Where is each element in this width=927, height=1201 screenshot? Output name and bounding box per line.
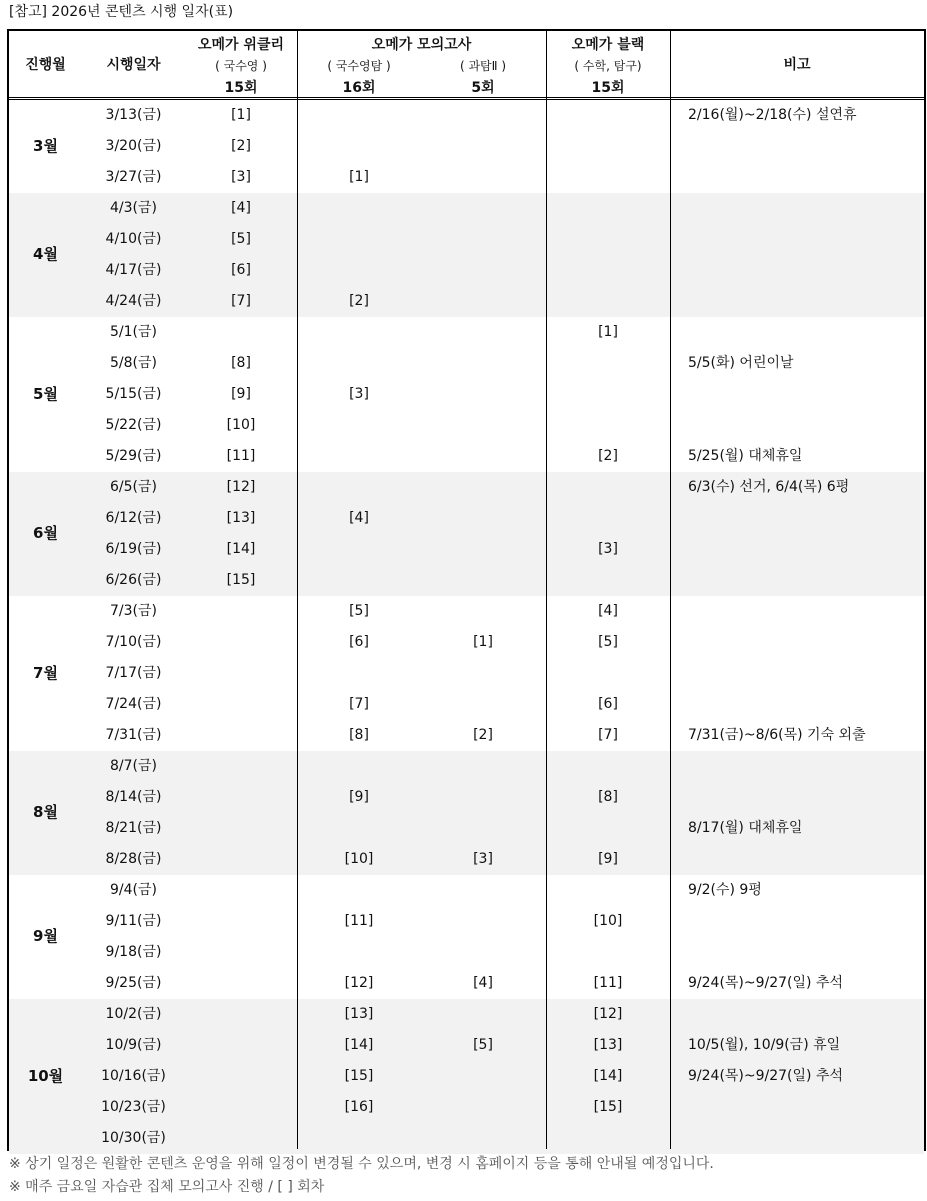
note-cell bbox=[688, 286, 922, 317]
black-cell: [7] bbox=[598, 727, 618, 743]
black-cell: [12] bbox=[593, 1006, 623, 1022]
header-black-count: 15회 bbox=[591, 80, 625, 96]
black-cell: [8] bbox=[598, 789, 618, 805]
mock-cell: [16] bbox=[344, 1099, 374, 1115]
date-cell: 10/16(금) bbox=[101, 1068, 166, 1084]
mock2-cell bbox=[421, 410, 545, 441]
black-cell: [2] bbox=[598, 448, 618, 464]
weekly-cell bbox=[185, 1123, 297, 1154]
weekly-cell: [13] bbox=[226, 510, 256, 526]
mock2-cell bbox=[421, 999, 545, 1030]
weekly-cell bbox=[185, 906, 297, 937]
note-cell: 9/24(목)~9/27(일) 추석 bbox=[688, 975, 844, 991]
mock2-cell bbox=[421, 937, 545, 968]
schedule-table bbox=[7, 29, 926, 1151]
black-cell bbox=[546, 937, 670, 968]
note-cell bbox=[688, 751, 922, 782]
mock2-cell: [3] bbox=[473, 851, 493, 867]
mock2-cell bbox=[421, 193, 545, 224]
weekly-cell: [15] bbox=[226, 572, 256, 588]
date-cell: 3/20(금) bbox=[105, 138, 162, 154]
weekly-cell bbox=[185, 596, 297, 627]
date-cell: 7/10(금) bbox=[105, 634, 162, 650]
header-black: 오메가 블랙 bbox=[571, 37, 645, 53]
note-cell bbox=[688, 658, 922, 689]
weekly-cell: [4] bbox=[231, 200, 251, 216]
weekly-cell: [8] bbox=[231, 355, 251, 371]
weekly-cell bbox=[185, 813, 297, 844]
weekly-cell: [5] bbox=[231, 231, 251, 247]
mock2-cell bbox=[421, 317, 545, 348]
black-cell: [13] bbox=[593, 1037, 623, 1053]
month-group bbox=[9, 472, 924, 596]
mock-cell bbox=[297, 131, 421, 162]
mock2-cell bbox=[421, 813, 545, 844]
mock-cell bbox=[297, 565, 421, 596]
note-cell: 6/3(수) 선거, 6/4(목) 6평 bbox=[688, 479, 850, 495]
mock-cell: [7] bbox=[349, 696, 369, 712]
date-cell: 5/29(금) bbox=[105, 448, 162, 464]
date-cell: 6/26(금) bbox=[105, 572, 162, 588]
weekly-cell: [3] bbox=[231, 169, 251, 185]
date-cell: 7/17(금) bbox=[105, 665, 162, 681]
black-cell bbox=[546, 813, 670, 844]
header-mock: 오메가 모의고사 bbox=[371, 37, 472, 53]
mock-cell: [1] bbox=[349, 169, 369, 185]
divider-black bbox=[546, 31, 547, 1149]
weekly-cell bbox=[185, 317, 297, 348]
weekly-cell bbox=[185, 875, 297, 906]
mock-cell bbox=[297, 875, 421, 906]
table-header bbox=[9, 31, 924, 100]
weekly-cell: [11] bbox=[226, 448, 256, 464]
black-cell bbox=[546, 503, 670, 534]
date-cell: 7/3(금) bbox=[110, 603, 157, 619]
date-cell: 5/22(금) bbox=[105, 417, 162, 433]
mock-cell bbox=[297, 317, 421, 348]
note-cell bbox=[688, 224, 922, 255]
black-cell bbox=[546, 658, 670, 689]
mock-cell bbox=[297, 1123, 421, 1154]
month-label: 4월 bbox=[33, 245, 58, 263]
mock-cell: [13] bbox=[344, 1006, 374, 1022]
note-cell bbox=[688, 844, 922, 875]
black-cell: [14] bbox=[593, 1068, 623, 1084]
month-label: 3월 bbox=[33, 136, 58, 155]
footnote-2: ※ 매주 금요일 자습관 집체 모의고사 진행 / [ ] 회차 bbox=[9, 1179, 325, 1195]
date-cell: 10/9(금) bbox=[105, 1037, 162, 1053]
note-cell: 8/17(월) 대체휴일 bbox=[688, 820, 803, 836]
month-label: 8월 bbox=[33, 803, 58, 821]
mock2-cell bbox=[421, 503, 545, 534]
black-cell: [3] bbox=[598, 541, 618, 557]
mock2-cell bbox=[421, 441, 545, 472]
date-cell: 6/12(금) bbox=[105, 510, 162, 526]
black-cell bbox=[546, 131, 670, 162]
weekly-cell bbox=[185, 1092, 297, 1123]
black-cell: [10] bbox=[593, 913, 623, 929]
date-cell: 3/27(금) bbox=[105, 169, 162, 185]
mock-cell bbox=[297, 534, 421, 565]
black-cell bbox=[546, 193, 670, 224]
date-cell: 8/21(금) bbox=[105, 820, 162, 836]
mock-cell: [6] bbox=[349, 634, 369, 650]
note-cell: 5/25(월) 대체휴일 bbox=[688, 448, 803, 464]
mock2-cell bbox=[421, 751, 545, 782]
mock2-cell bbox=[421, 379, 545, 410]
mock2-cell bbox=[421, 782, 545, 813]
date-cell: 10/23(금) bbox=[101, 1099, 166, 1115]
month-group bbox=[9, 875, 924, 999]
month-group bbox=[9, 317, 924, 472]
note-cell bbox=[688, 255, 922, 286]
header-mock-count-b: 5회 bbox=[471, 80, 495, 96]
note-cell: 9/24(목)~9/27(일) 추석 bbox=[688, 1068, 844, 1084]
black-cell bbox=[546, 100, 670, 131]
mock-cell: [14] bbox=[344, 1037, 374, 1053]
mock2-cell bbox=[421, 286, 545, 317]
black-cell bbox=[546, 286, 670, 317]
weekly-cell bbox=[185, 844, 297, 875]
header-month: 진행월 bbox=[25, 57, 66, 73]
mock2-cell bbox=[421, 596, 545, 627]
weekly-cell: [6] bbox=[231, 262, 251, 278]
note-cell bbox=[688, 1123, 922, 1154]
mock-cell: [8] bbox=[349, 727, 369, 743]
mock-cell: [15] bbox=[344, 1068, 374, 1084]
mock2-cell bbox=[421, 224, 545, 255]
note-cell bbox=[688, 1092, 922, 1123]
mock-cell bbox=[297, 813, 421, 844]
month-group bbox=[9, 596, 924, 751]
mock2-cell bbox=[421, 472, 545, 503]
header-weekly-sub: ( 국수영 ) bbox=[215, 59, 267, 73]
weekly-cell bbox=[185, 751, 297, 782]
weekly-cell: [10] bbox=[226, 417, 256, 433]
black-cell: [9] bbox=[598, 851, 618, 867]
header-mock-count-a: 16회 bbox=[342, 80, 376, 96]
note-cell bbox=[688, 565, 922, 596]
note-cell bbox=[688, 782, 922, 813]
footnote-1: ※ 상기 일정은 원활한 콘텐츠 운영을 위해 일정이 변경될 수 있으며, 변경 시 홈페이지 등을 통해 안내될 예정입니다. bbox=[9, 1156, 714, 1172]
divider-mock bbox=[297, 31, 298, 1149]
weekly-cell bbox=[185, 937, 297, 968]
header-weekly-count: 15회 bbox=[224, 80, 258, 96]
date-cell: 3/13(금) bbox=[105, 107, 162, 123]
date-cell: 9/11(금) bbox=[105, 913, 162, 929]
header-date: 시행일자 bbox=[106, 57, 161, 73]
black-cell: [6] bbox=[598, 696, 618, 712]
note-cell bbox=[688, 534, 922, 565]
note-cell bbox=[688, 906, 922, 937]
date-cell: 6/5(금) bbox=[110, 479, 157, 495]
note-cell bbox=[688, 317, 922, 348]
black-cell bbox=[546, 472, 670, 503]
month-label: 5월 bbox=[33, 384, 58, 403]
black-cell bbox=[546, 1123, 670, 1154]
mock2-cell: [2] bbox=[473, 727, 493, 743]
mock2-cell: [5] bbox=[473, 1037, 493, 1053]
mock-cell bbox=[297, 441, 421, 472]
black-cell bbox=[546, 875, 670, 906]
header-weekly: 오메가 위클리 bbox=[197, 37, 285, 53]
note-cell bbox=[688, 162, 922, 193]
mock2-cell: [4] bbox=[473, 975, 493, 991]
black-cell bbox=[546, 751, 670, 782]
mock2-cell bbox=[421, 348, 545, 379]
black-cell: [5] bbox=[598, 634, 618, 650]
header-note: 비고 bbox=[783, 57, 811, 73]
footnotes bbox=[9, 1153, 714, 1199]
mock-cell bbox=[297, 751, 421, 782]
mock-cell bbox=[297, 658, 421, 689]
note-cell bbox=[688, 689, 922, 720]
note-cell bbox=[688, 193, 922, 224]
weekly-cell bbox=[185, 720, 297, 751]
month-label: 10월 bbox=[27, 1066, 64, 1085]
date-cell: 7/24(금) bbox=[105, 696, 162, 712]
note-cell bbox=[688, 937, 922, 968]
header-black-sub: ( 수학, 탐구) bbox=[574, 59, 642, 73]
black-cell bbox=[546, 348, 670, 379]
date-cell: 8/7(금) bbox=[110, 758, 157, 774]
header-mock-sub-a: ( 국수영탐 ) bbox=[327, 59, 391, 73]
month-group bbox=[9, 193, 924, 317]
mock-cell bbox=[297, 193, 421, 224]
date-cell: 5/15(금) bbox=[105, 386, 162, 402]
weekly-cell bbox=[185, 782, 297, 813]
mock2-cell bbox=[421, 565, 545, 596]
mock2-cell: [1] bbox=[473, 634, 493, 650]
mock2-cell bbox=[421, 1092, 545, 1123]
mock-cell: [11] bbox=[344, 913, 374, 929]
month-group bbox=[9, 100, 924, 193]
mock-cell bbox=[297, 255, 421, 286]
mock-cell: [2] bbox=[349, 293, 369, 309]
mock-cell: [3] bbox=[349, 386, 369, 402]
mock2-cell bbox=[421, 1123, 545, 1154]
mock-cell: [10] bbox=[344, 851, 374, 867]
note-cell bbox=[688, 999, 922, 1030]
note-cell bbox=[688, 596, 922, 627]
page-title: [참고] 2026년 콘텐츠 시행 일자(표) bbox=[9, 4, 234, 20]
mock-cell: [5] bbox=[349, 603, 369, 619]
divider-note bbox=[670, 31, 671, 1149]
mock2-cell bbox=[421, 131, 545, 162]
black-cell bbox=[546, 162, 670, 193]
black-cell: [1] bbox=[598, 324, 618, 340]
mock2-cell bbox=[421, 906, 545, 937]
date-cell: 5/8(금) bbox=[110, 355, 157, 371]
note-cell bbox=[688, 131, 922, 162]
month-group bbox=[9, 999, 924, 1154]
month-label: 7월 bbox=[33, 663, 58, 682]
weekly-cell bbox=[185, 689, 297, 720]
mock2-cell bbox=[421, 534, 545, 565]
black-cell: [15] bbox=[593, 1099, 623, 1115]
date-cell: 8/14(금) bbox=[105, 789, 162, 805]
date-cell: 4/10(금) bbox=[105, 231, 162, 247]
mock-cell bbox=[297, 410, 421, 441]
weekly-cell: [2] bbox=[231, 138, 251, 154]
black-cell bbox=[546, 255, 670, 286]
weekly-cell: [7] bbox=[231, 293, 251, 309]
note-cell: 7/31(금)~8/6(목) 기숙 외출 bbox=[688, 727, 866, 743]
mock2-cell bbox=[421, 100, 545, 131]
note-cell: 2/16(월)~2/18(수) 설연휴 bbox=[688, 107, 857, 123]
date-cell: 7/31(금) bbox=[105, 727, 162, 743]
black-cell bbox=[546, 224, 670, 255]
weekly-cell: [12] bbox=[226, 479, 256, 495]
weekly-cell: [1] bbox=[231, 107, 251, 123]
note-cell: 9/2(수) 9평 bbox=[688, 882, 762, 898]
date-cell: 6/19(금) bbox=[105, 541, 162, 557]
header-mock-sub-b: ( 과탐Ⅱ ) bbox=[459, 59, 507, 73]
date-cell: 5/1(금) bbox=[110, 324, 157, 340]
note-cell bbox=[688, 503, 922, 534]
black-cell bbox=[546, 379, 670, 410]
weekly-cell bbox=[185, 1030, 297, 1061]
date-cell: 10/30(금) bbox=[101, 1130, 166, 1146]
mock2-cell bbox=[421, 1061, 545, 1092]
weekly-cell bbox=[185, 627, 297, 658]
note-cell bbox=[688, 627, 922, 658]
mock-cell: [12] bbox=[344, 975, 374, 991]
black-cell: [4] bbox=[598, 603, 618, 619]
mock2-cell bbox=[421, 162, 545, 193]
date-cell: 8/28(금) bbox=[105, 851, 162, 867]
mock2-cell bbox=[421, 875, 545, 906]
mock2-cell bbox=[421, 255, 545, 286]
mock-cell bbox=[297, 224, 421, 255]
weekly-cell bbox=[185, 1061, 297, 1092]
mock-cell bbox=[297, 348, 421, 379]
mock2-cell bbox=[421, 658, 545, 689]
weekly-cell bbox=[185, 968, 297, 999]
mock-cell: [4] bbox=[349, 510, 369, 526]
date-cell: 4/24(금) bbox=[105, 293, 162, 309]
mock-cell: [9] bbox=[349, 789, 369, 805]
weekly-cell bbox=[185, 658, 297, 689]
black-cell: [11] bbox=[593, 975, 623, 991]
weekly-cell bbox=[185, 999, 297, 1030]
mock-cell bbox=[297, 472, 421, 503]
note-cell: 5/5(화) 어린이날 bbox=[688, 355, 794, 371]
weekly-cell: [9] bbox=[231, 386, 251, 402]
date-cell: 9/4(금) bbox=[110, 882, 157, 898]
mock2-cell bbox=[421, 689, 545, 720]
date-cell: 4/17(금) bbox=[105, 262, 162, 278]
black-cell bbox=[546, 410, 670, 441]
note-cell bbox=[688, 410, 922, 441]
mock-cell bbox=[297, 937, 421, 968]
weekly-cell: [14] bbox=[226, 541, 256, 557]
month-label: 9월 bbox=[33, 927, 58, 945]
month-label: 6월 bbox=[33, 524, 58, 542]
date-cell: 4/3(금) bbox=[110, 200, 157, 216]
note-cell bbox=[688, 379, 922, 410]
date-cell: 9/18(금) bbox=[105, 944, 162, 960]
date-cell: 9/25(금) bbox=[105, 975, 162, 991]
month-group bbox=[9, 751, 924, 875]
black-cell bbox=[546, 565, 670, 596]
note-cell: 10/5(월), 10/9(금) 휴일 bbox=[688, 1037, 841, 1053]
date-cell: 10/2(금) bbox=[105, 1006, 162, 1022]
mock-cell bbox=[297, 100, 421, 131]
